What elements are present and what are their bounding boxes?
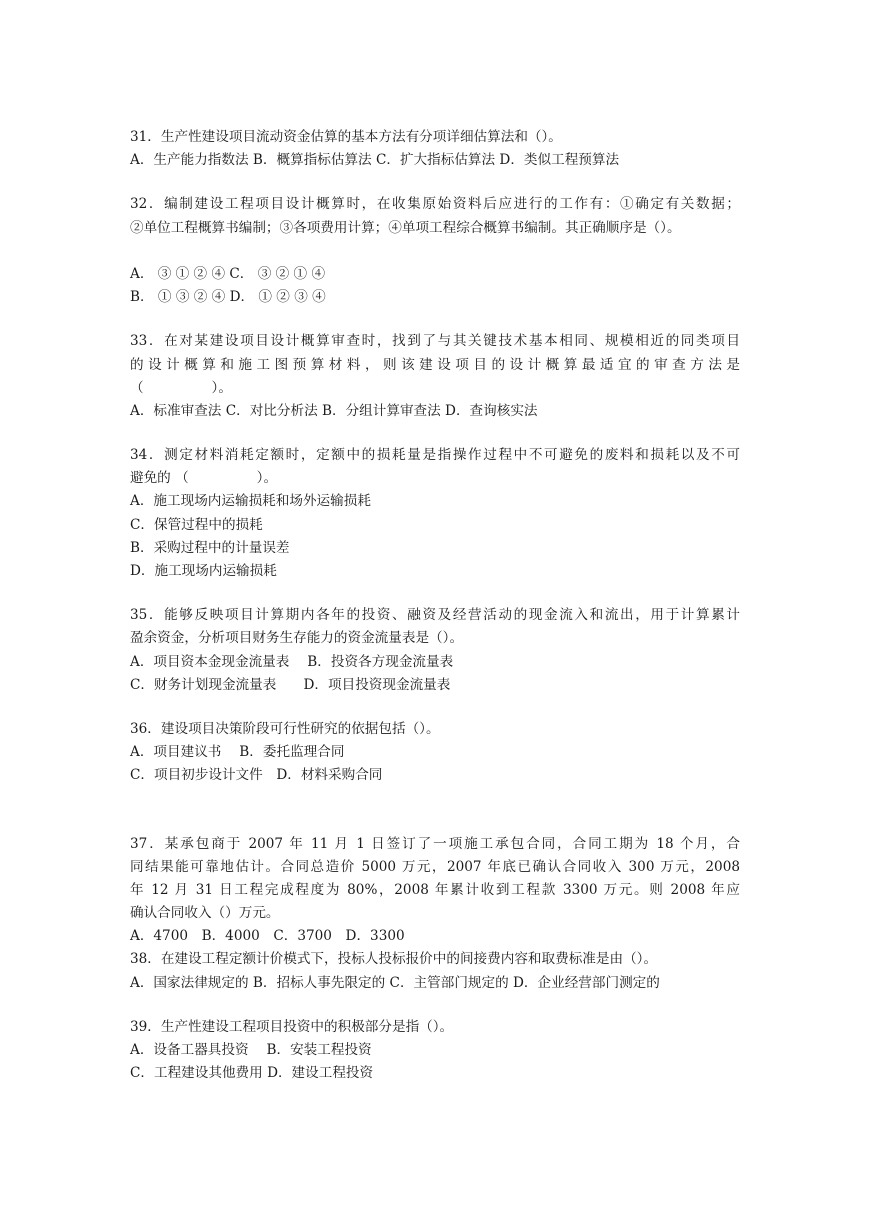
question-39-stem: 39．生产性建设工程项目投资中的积极部分是指（）。 bbox=[130, 1018, 454, 1035]
question-36 bbox=[130, 718, 740, 788]
question-33-options: A．标准审查法 C．对比分析法 B．分组计算审查法 D．查询核实法 bbox=[130, 402, 538, 419]
question-37-stem-line-1: 37．某承包商于 2007 年 11 月 1 日签订了一项施工承包合同，合同工期为 18 个月，合 bbox=[130, 835, 740, 852]
question-38-stem: 38．在建设工程定额计价模式下，投标人投标报价中的间接费内容和取费标准是由（）。 bbox=[130, 951, 658, 968]
question-35-options-2: C．财务计划现金流量表 D．项目投资现金流量表 bbox=[130, 676, 451, 693]
question-31 bbox=[130, 126, 740, 172]
question-37 bbox=[130, 833, 740, 949]
question-37-stem-line-2: 同结果能可靠地估计。合同总造价 5000 万元，2007 年底已确认合同收入 300 万元，2008 bbox=[130, 858, 740, 875]
question-35-options-1: A．项目资本金现金流量表 B．投资各方现金流量表 bbox=[130, 653, 454, 670]
question-39-options-1: A．设备工器具投资 B．安装工程投资 bbox=[130, 1042, 372, 1058]
question-34-stem-line-1: 34．测定材料消耗定额时，定额中的损耗量是指操作过程中不可避免的废料和损耗以及不可 bbox=[130, 447, 740, 464]
question-36-options-2: C．项目初步设计文件 D．材料采购合同 bbox=[130, 767, 383, 784]
blank-line bbox=[130, 240, 740, 263]
question-34-option-c: C．保管过程中的损耗 bbox=[130, 516, 263, 533]
question-33-blank: （ ）。 bbox=[130, 379, 232, 396]
question-39 bbox=[130, 1016, 740, 1086]
question-33 bbox=[130, 330, 740, 423]
question-35-stem-line-1: 35．能够反映项目计算期内各年的投资、融资及经营活动的现金流入和流出，用于计算累计 bbox=[130, 607, 740, 624]
question-32-stem-line-2: ②单位工程概算书编制；③各项费用计算；④单项工程综合概算书编制。其正确顺序是（）。 bbox=[130, 219, 681, 236]
question-38-options: A．国家法律规定的 B．招标人事先限定的 C．主管部门规定的 D．企业经营部门测定的 bbox=[130, 974, 660, 991]
question-35 bbox=[130, 604, 740, 697]
question-38 bbox=[130, 948, 740, 994]
question-32-stem-line-1: 32．编制建设工程项目设计概算时，在收集原始资料后应进行的工作有：①确定有关数据； bbox=[130, 196, 740, 213]
question-37-stem-line-3: 年 12 月 31 日工程完成程度为 80%，2008 年累计收到工程款 3300 万元。则 2008 年应 bbox=[130, 881, 740, 898]
question-32-options-2: B． ① ③ ② ④ D． ① ② ③ ④ bbox=[130, 289, 326, 306]
question-32-options-1: A． ③ ① ② ④ C． ③ ② ① ④ bbox=[130, 265, 326, 282]
question-31-options: A．生产能力指数法 B．概算指标估算法 C．扩大指标估算法 D．类似工程预算法 bbox=[130, 152, 620, 169]
question-33-stem-line-2: 的设计概算和施工图预算材料，则该建设项目的设计概算最适宜的审查方法是 bbox=[130, 356, 740, 373]
question-39-options-2: C．工程建设其他费用 D．建设工程投资 bbox=[130, 1065, 374, 1082]
question-36-stem: 36．建设项目决策阶段可行性研究的依据包括（）。 bbox=[130, 720, 440, 737]
question-35-stem-line-2: 盈余资金，分析项目财务生存能力的资金流量表是（）。 bbox=[130, 630, 464, 647]
question-32 bbox=[130, 193, 740, 309]
question-34-option-b: B．采购过程中的计量误差 bbox=[130, 539, 290, 556]
question-36-options-1: A．项目建议书 B．委托监理合同 bbox=[130, 744, 345, 761]
question-37-stem-line-4: 确认合同收入（）万元。 bbox=[130, 905, 280, 922]
question-33-stem-line-1: 33．在对某建设项目设计概算审查时，找到了与其关键技术基本相同、规模相近的同类项目 bbox=[130, 333, 740, 350]
question-37-options: A．4700 B．4000 C．3700 D．3300 bbox=[130, 928, 405, 945]
question-34 bbox=[130, 444, 740, 583]
question-34-option-d: D．施工现场内运输损耗 bbox=[130, 563, 277, 579]
question-31-stem: 31．生产性建设项目流动资金估算的基本方法有分项详细估算法和（）。 bbox=[130, 129, 562, 145]
question-34-stem-line-2: 避免的 （ ）。 bbox=[130, 470, 278, 487]
question-34-option-a: A．施工现场内运输损耗和场外运输损耗 bbox=[130, 493, 371, 510]
exam-page bbox=[130, 126, 740, 1085]
